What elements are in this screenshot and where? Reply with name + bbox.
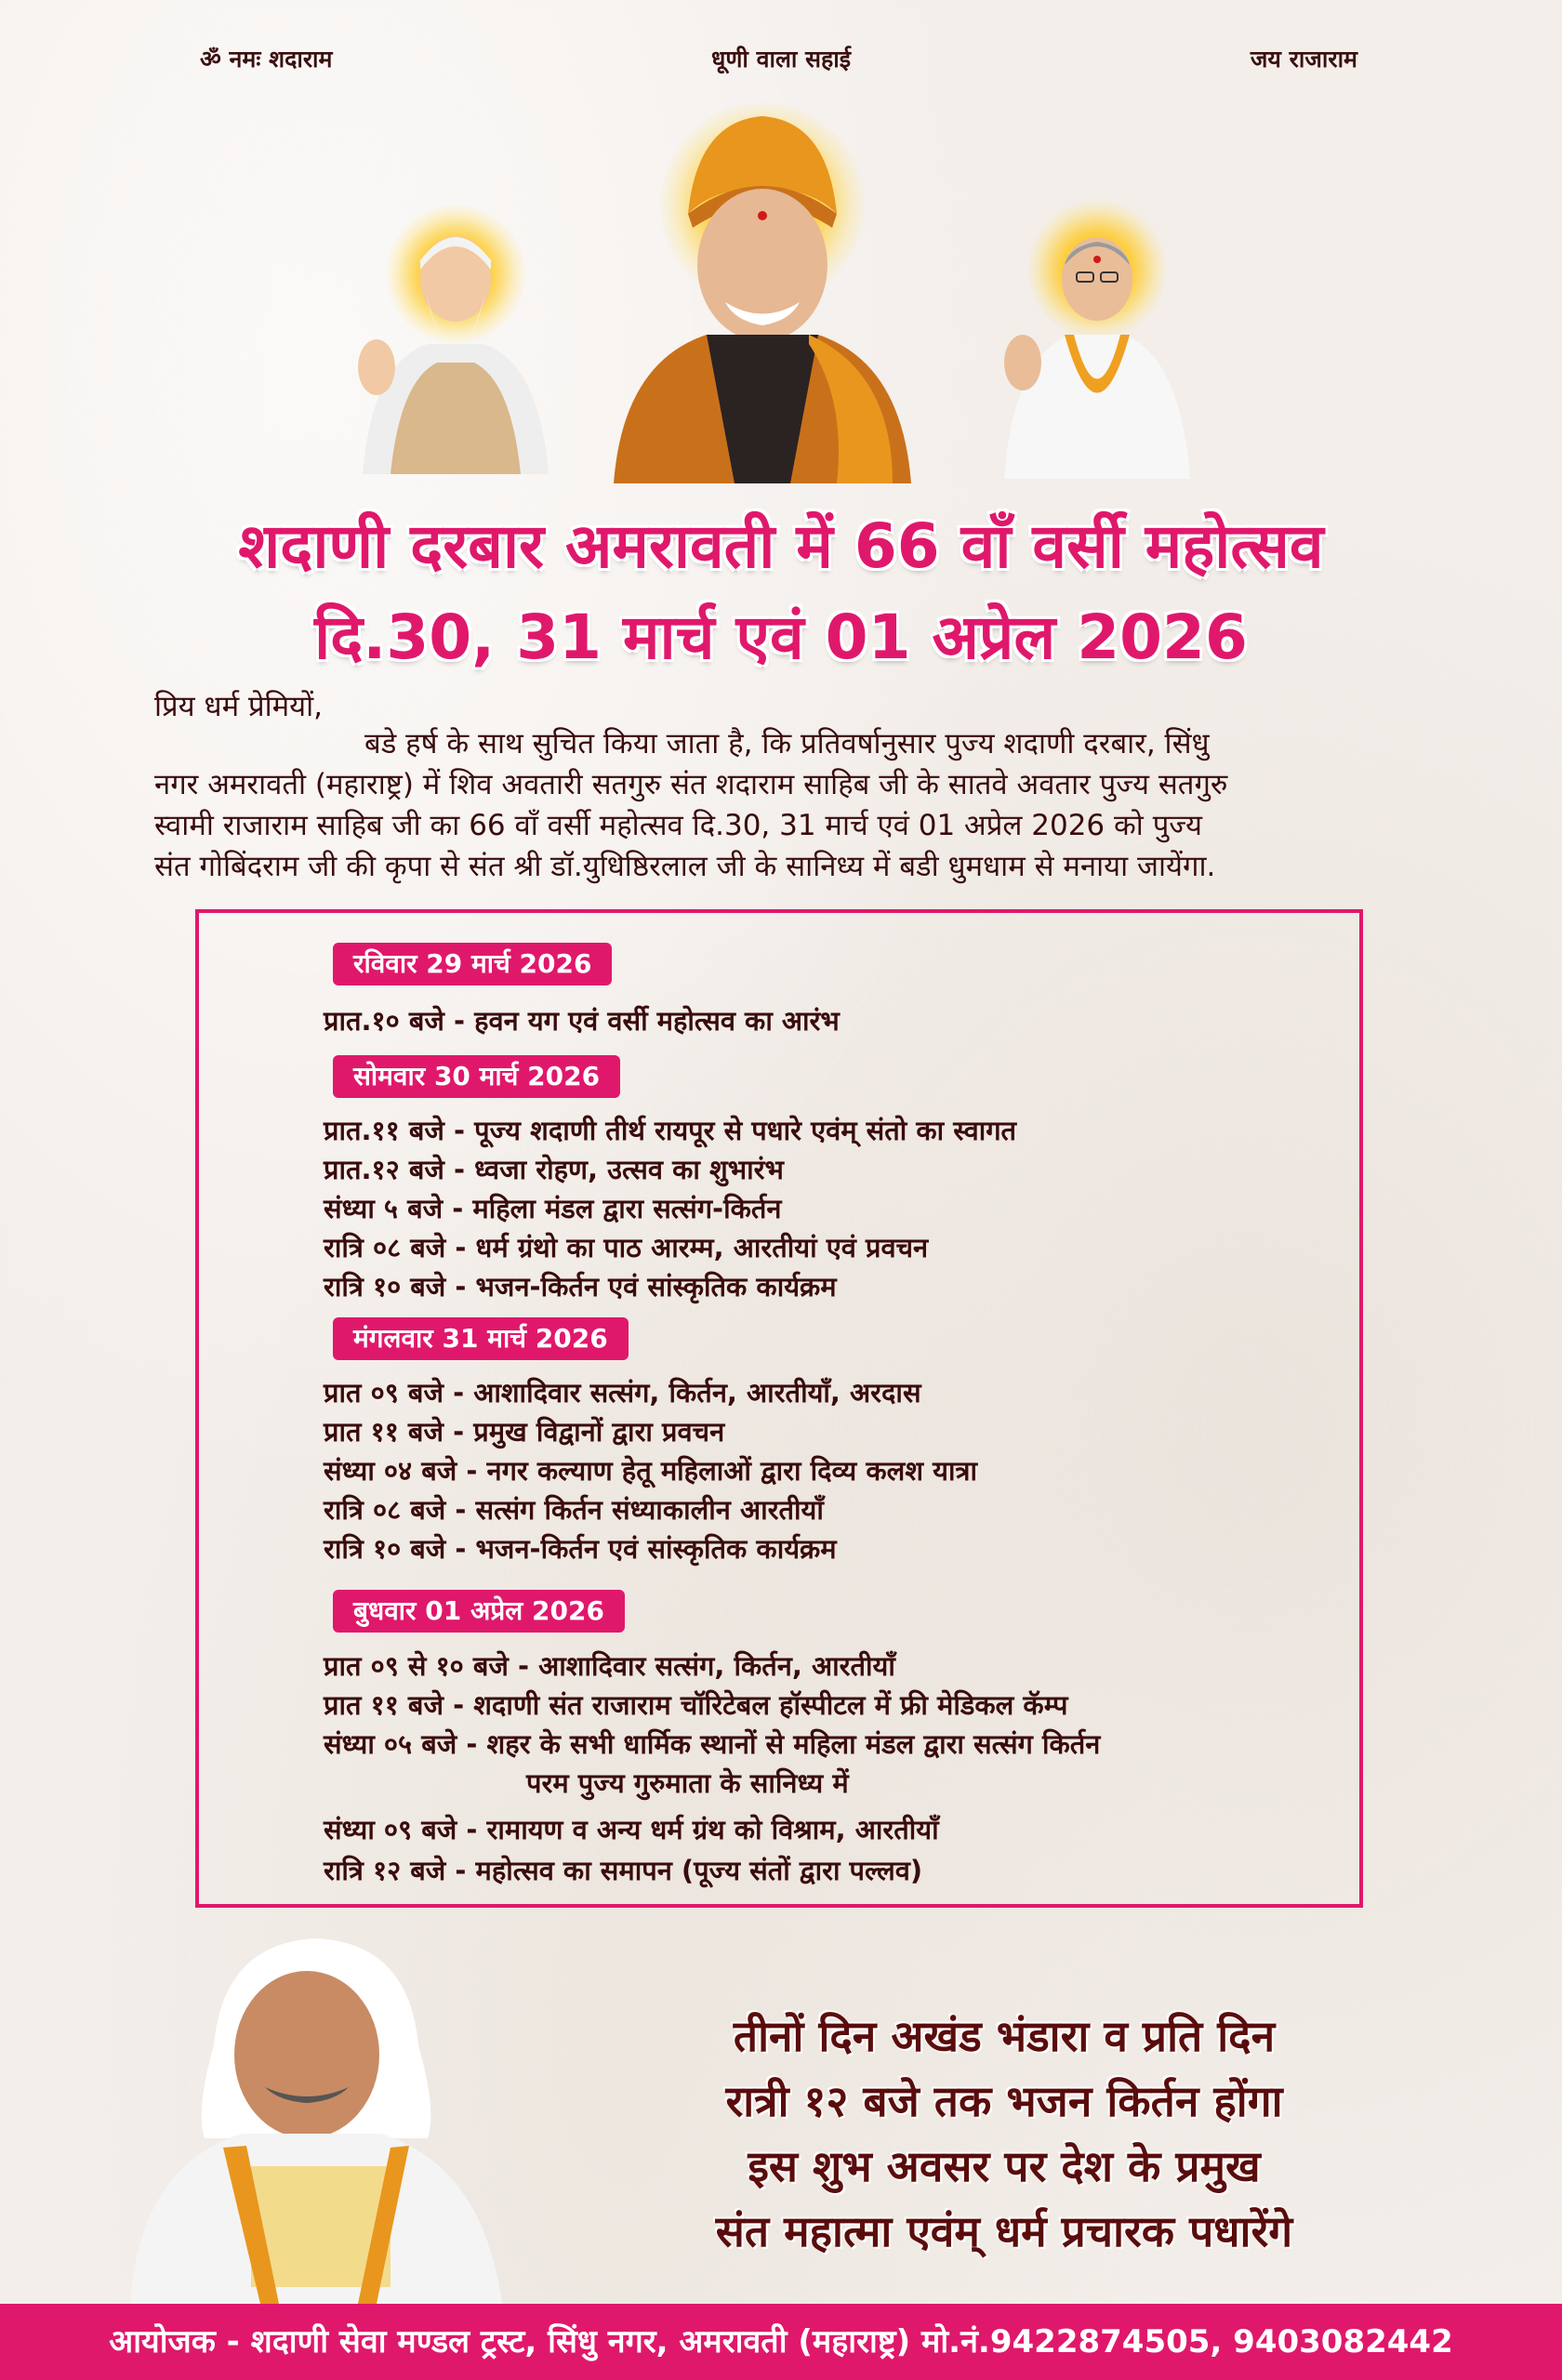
- intro-line: स्वामी राजाराम साहिब जी का 66 वाँ वर्सी महोत्सव दि.30, 31 मार्च एवं 01 अप्रेल 2026 को पुज्य: [154, 809, 1203, 842]
- day-badge-sunday: रविवार 29 मार्च 2026: [333, 943, 612, 985]
- schedule-event: संध्या ०५ बजे - शहर के सभी धार्मिक स्थानों से महिला मंडल द्वारा सत्संग किर्तन: [324, 1728, 1101, 1760]
- schedule-event: संध्या ०४ बजे - नगर कल्याण हेतू महिलाओं द्वारा दिव्य कलश यात्रा: [324, 1455, 977, 1487]
- schedule-event: प्रात ०९ से १० बजे - आशादिवार सत्संग, किर्तन, आरतीयाँ: [324, 1650, 895, 1682]
- saint-figure-right-icon: [976, 200, 1218, 479]
- schedule-event: संध्या ०९ बजे - रामायण व अन्य धर्म ग्रंथ को विश्राम, आरतीयाँ: [324, 1814, 939, 1845]
- schedule-event: रात्रि ०८ बजे - धर्म ग्रंथो का पाठ आरम्म, आरतीयां एवं प्रवचन: [324, 1232, 929, 1263]
- schedule-event: प्रात.१२ बजे - ध्वजा रोहण, उत्सव का शुभारंभ: [324, 1154, 784, 1185]
- schedule-event: प्रात.११ बजे - पूज्य शदाणी तीर्थ रायपूर से पधारे एवंम् संतो का स्वागत: [324, 1115, 1017, 1146]
- intro-line: बडे हर्ष के साथ सुचित किया जाता है, कि प्रतिवर्षानुसार पुज्य शदाणी दरबार, सिंधु: [364, 727, 1210, 760]
- schedule-event: प्रात ११ बजे - शदाणी संत राजाराम चॉरिटेबल हॉस्पीटल में फ्री मेडिकल कॅम्प: [324, 1689, 1068, 1721]
- closing-line: तीनों दिन अखंड भंडारा व प्रति दिन: [733, 2011, 1276, 2061]
- intro-line: संत गोबिंदराम जी की कृपा से संत श्री डॉ.युधिष्ठिरलाल जी के सानिध्य में बडी धुमधाम से मनाया जायेंगा.: [154, 850, 1216, 883]
- schedule-event: रात्रि १२ बजे - महोत्सव का समापन (पूज्य संतों द्वारा पल्लव): [324, 1855, 923, 1886]
- schedule-event: संध्या ५ बजे - महिला मंडल द्वारा सत्संग-किर्तन: [324, 1193, 782, 1224]
- title-line-1: शदाणी दरबार अमरावती में 66 वाँ वर्सी महोत्सव: [238, 510, 1324, 582]
- schedule-event: रात्रि १० बजे - भजन-किर्तन एवं सांस्कृतिक कार्यक्रम: [324, 1533, 837, 1565]
- schedule-event: प्रात ०९ बजे - आशादिवार सत्संग, किर्तन, आरतीयाँ, अरदास: [324, 1377, 921, 1408]
- intro-greeting: प्रिय धर्म प्रेमियों,: [154, 690, 324, 723]
- day-badge-monday: सोमवार 30 मार्च 2026: [333, 1055, 620, 1098]
- title-line-2: दि.30, 31 मार्च एवं 01 अप्रेल 2026: [314, 602, 1248, 673]
- saint-portrait-right: [976, 200, 1218, 479]
- schedule-event: प्रात ११ बजे - प्रमुख विद्वानों द्वारा प्रवचन: [324, 1416, 725, 1448]
- saint-portrait-center: [586, 102, 939, 483]
- saint-portrait-bottom: [112, 1924, 521, 2304]
- header-right-text: जय राजाराम: [1250, 46, 1357, 73]
- footer-organizer-bar: आयोजक - शदाणी सेवा मण्डल ट्रस्ट, सिंधु नगर, अमरावती (महाराष्ट्र) मो.नं.9422874505, 9403082442: [0, 2304, 1562, 2380]
- closing-line: इस शुभ अवसर पर देश के प्रमुख: [748, 2141, 1261, 2191]
- closing-line: संत महात्मा एवंम् धर्म प्रचारक पधारेंगे: [715, 2206, 1293, 2256]
- header-center-text: धूणी वाला सहाई: [710, 46, 852, 73]
- saint-portrait-left: [335, 205, 576, 474]
- schedule-event: रात्रि १० बजे - भजन-किर्तन एवं सांस्कृतिक कार्यक्रम: [324, 1271, 837, 1302]
- day-badge-wednesday: बुधवार 01 अप्रेल 2026: [333, 1590, 625, 1633]
- saint-figure-left-icon: [335, 205, 576, 474]
- schedule-event: प्रात.१० बजे - हवन यग एवं वर्सी महोत्सव का आरंभ: [324, 1005, 840, 1037]
- day-badge-tuesday: मंगलवार 31 मार्च 2026: [333, 1317, 629, 1360]
- saint-figure-center-icon: [586, 102, 939, 483]
- schedule-event-continuation: परम पुज्य गुरुमाता के सानिध्य में: [526, 1767, 849, 1799]
- intro-line: नगर अमरावती (महाराष्ट्र) में शिव अवतारी सतगुरु संत शदाराम साहिब जी के सातवे अवतार पुज्य सतगुरु: [154, 768, 1228, 801]
- saint-figure-bottom-icon: [112, 1924, 521, 2304]
- header-left-text: ॐ नमः शदाराम: [200, 46, 333, 73]
- closing-line: रात्री १२ बजे तक भजन किर्तन होंगा: [725, 2076, 1283, 2126]
- schedule-event: रात्रि ०८ बजे - सत्संग किर्तन संध्याकालीन आरतीयाँ: [324, 1494, 824, 1526]
